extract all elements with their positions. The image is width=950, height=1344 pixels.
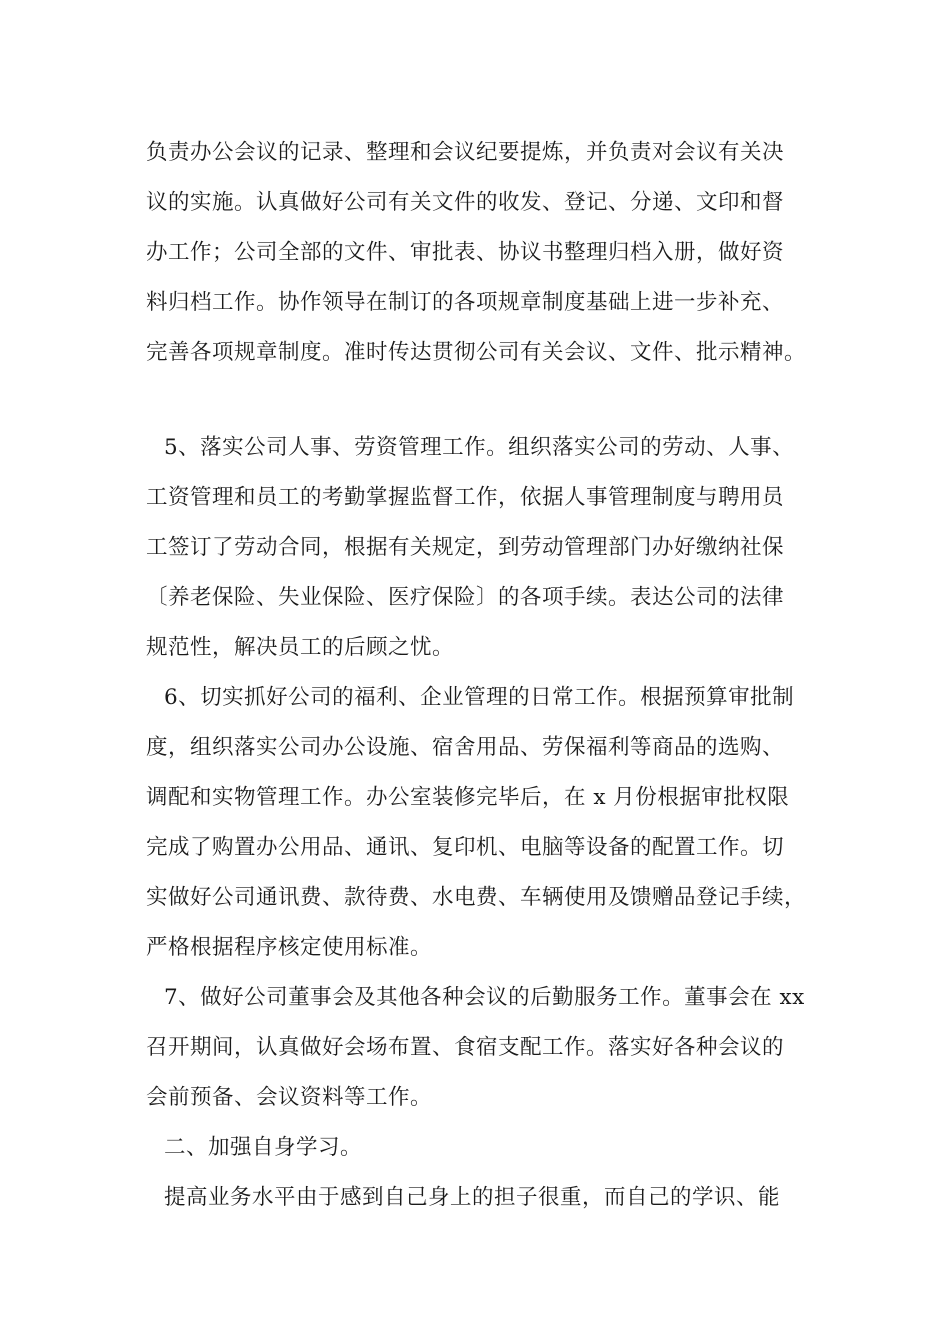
text-line: 规范性，解决员工的后顾之忧。 [146,635,455,660]
text-line: 会前预备、会议资料等工作。 [146,1085,433,1110]
text-line: 议的实施。认真做好公司有关文件的收发、登记、分递、文印和督 [146,190,785,215]
text-line: 工资管理和员工的考勤掌握监督工作，依据人事管理制度与聘用员 [146,485,785,510]
section-heading-self-learning [146,1123,836,1173]
text-line: 实做好公司通讯费、款待费、水电费、车辆使用及馈赠品登记手续， [146,885,807,910]
text-line: 6、切实抓好公司的福利、企业管理的日常工作。根据预算审批制 [164,685,795,710]
text-line: 完善各项规章制度。准时传达贯彻公司有关会议、文件、批示精神。 [146,340,807,365]
paragraph-office-meetings [146,128,836,378]
text-line: 召开期间，认真做好会场布置、食宿支配工作。落实好各种会议的 [146,1035,785,1060]
text-line: 度，组织落实公司办公设施、宿舍用品、劳保福利等商品的选购、 [146,735,785,760]
text-line: 负责办公会议的记录、整理和会议纪要提炼，并负责对会议有关决 [146,140,785,165]
text-line: 调配和实物管理工作。办公室装修完毕后，在 x 月份根据审批权限 [146,785,790,810]
paragraph-item-5 [146,423,836,673]
text-line: 5、落实公司人事、劳资管理工作。组织落实公司的劳动、人事、 [164,435,795,460]
text-line: 7、做好公司董事会及其他各种会议的后勤服务工作。董事会在 xx [164,985,805,1010]
text-line: 完成了购置办公用品、通讯、复印机、电脑等设备的配置工作。切 [146,835,785,860]
paragraph-business-level [146,1173,836,1223]
text-line: 办工作；公司全部的文件、审批表、协议书整理归档入册，做好资 [146,240,785,265]
text-line: 料归档工作。协作领导在制订的各项规章制度基础上进一步补充、 [146,290,785,315]
paragraph-item-7 [146,973,836,1123]
text-line: 工签订了劳动合同，根据有关规定，到劳动管理部门办好缴纳社保 [146,535,785,560]
text-line: 提高业务水平由于感到自己身上的担子很重，而自己的学识、能 [164,1185,781,1210]
heading-line: 二、加强自身学习。 [164,1135,363,1160]
text-line: 严格根据程序核定使用标准。 [146,935,433,960]
paragraph-item-6 [146,673,836,973]
text-line: 〔养老保险、失业保险、医疗保险〕的各项手续。表达公司的法律 [146,585,785,610]
